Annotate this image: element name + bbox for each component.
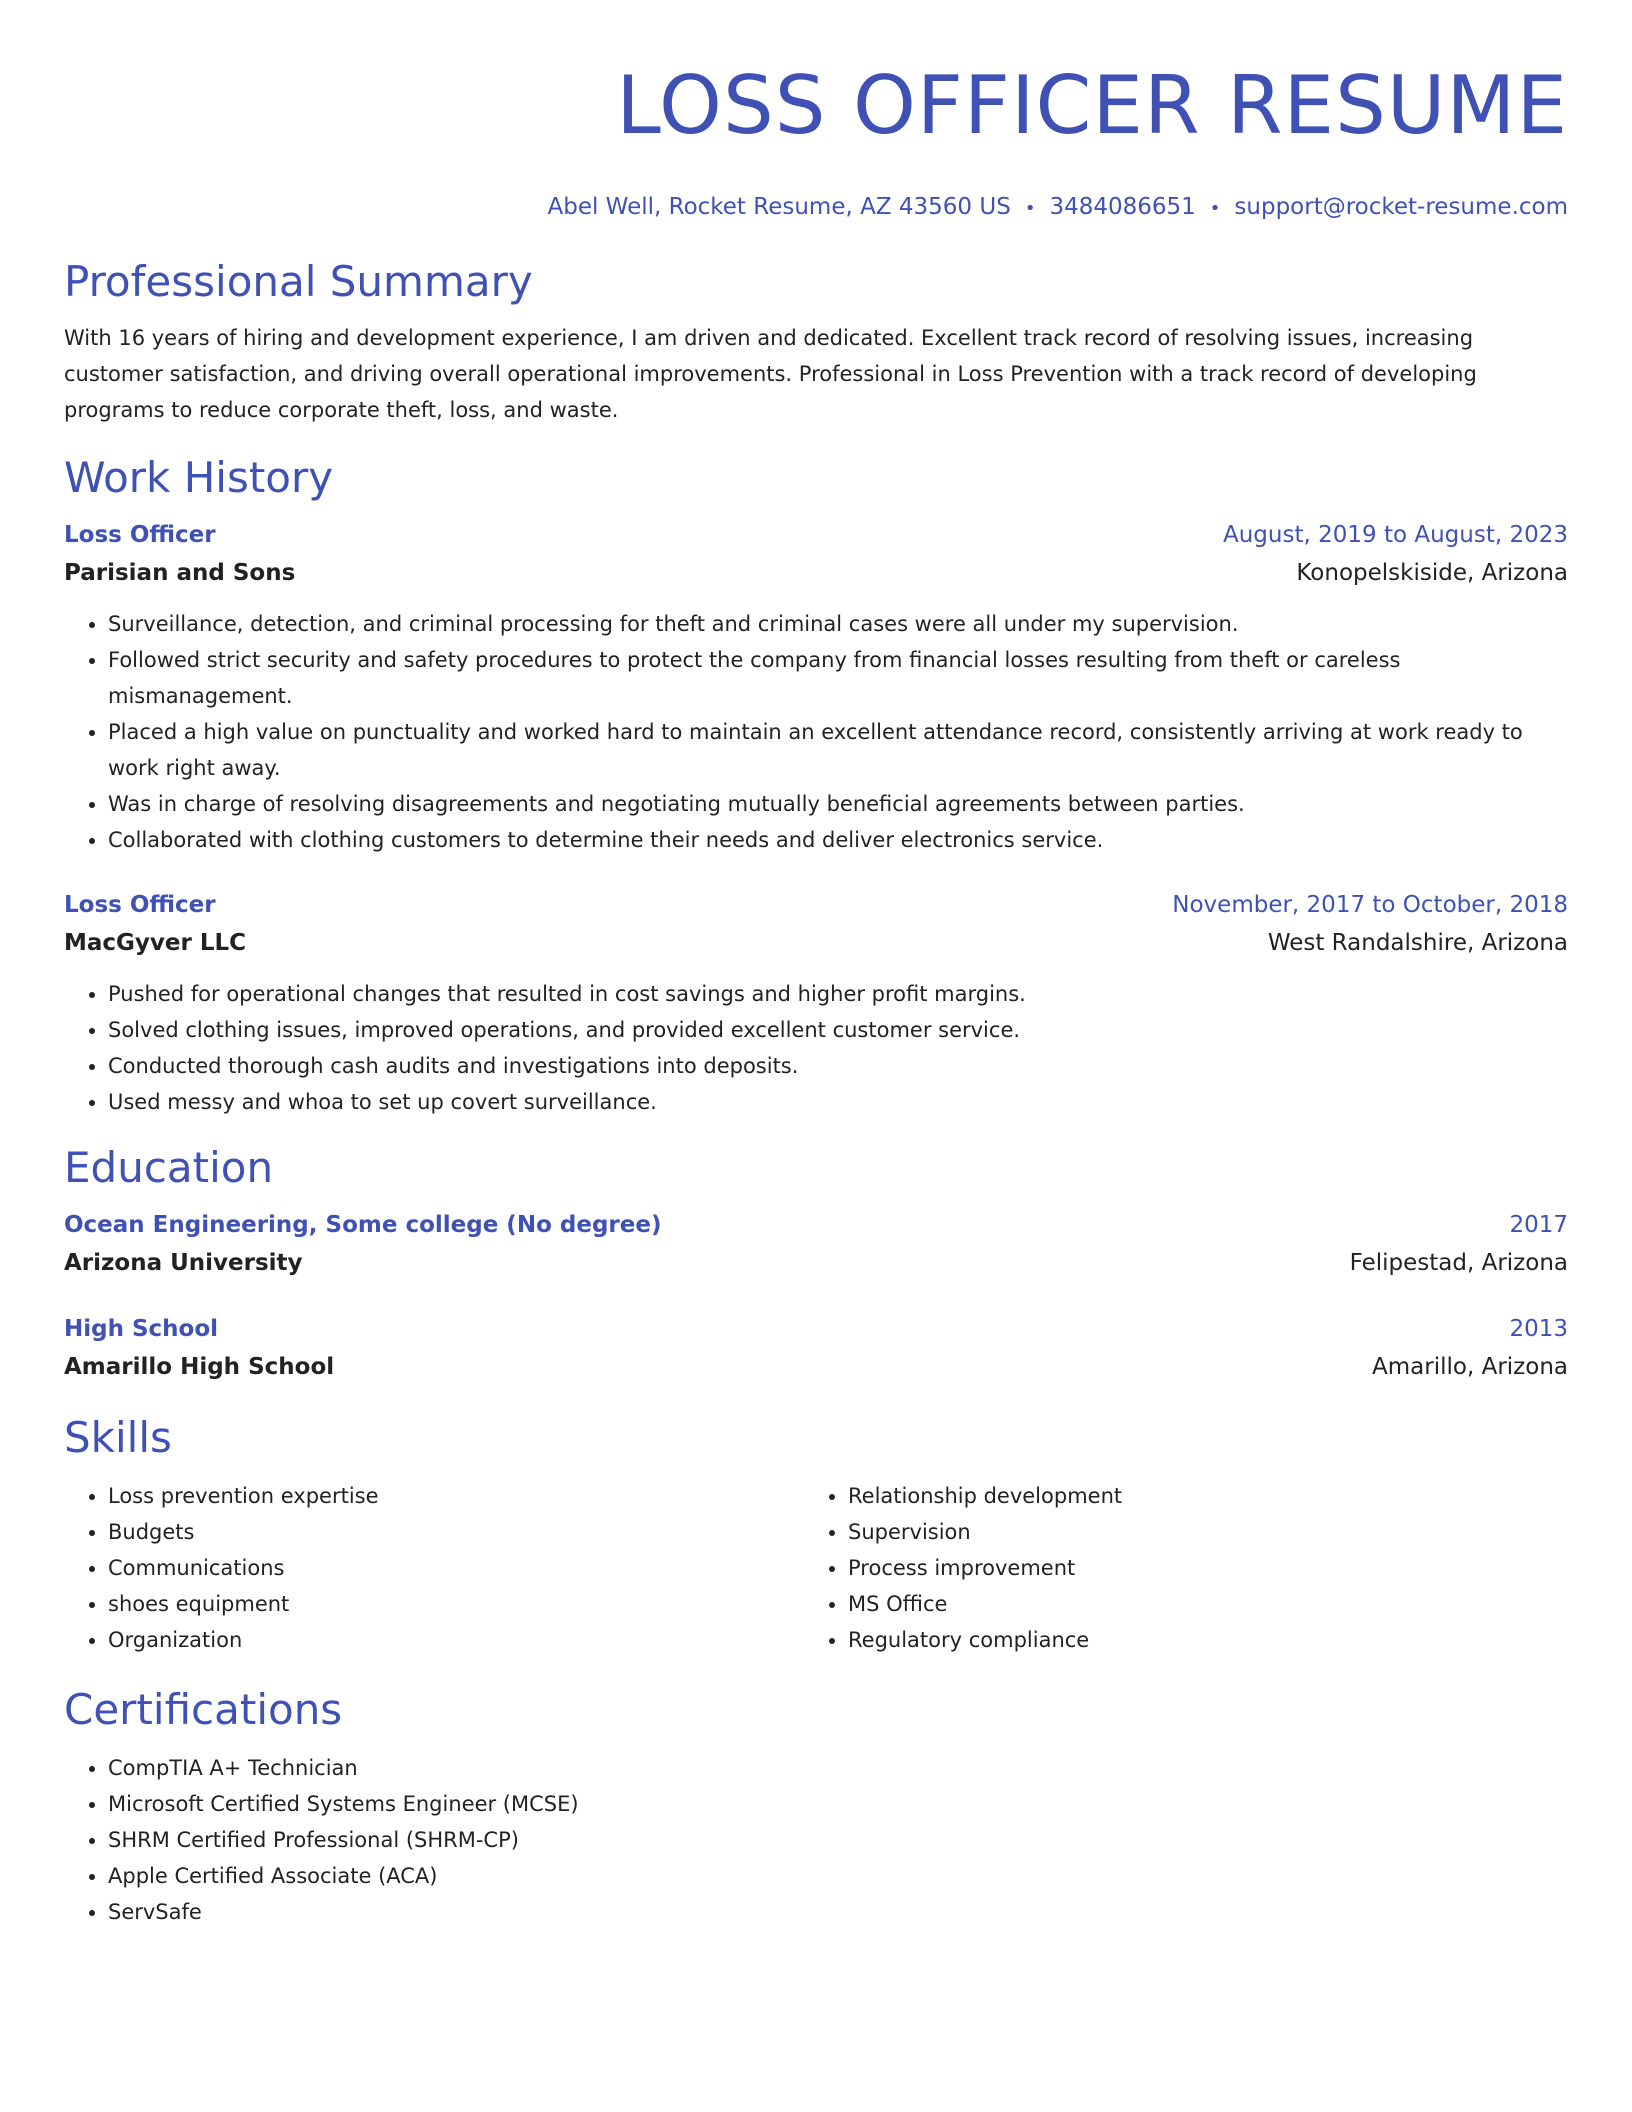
education-school: Arizona University bbox=[64, 1250, 303, 1276]
list-item: • Was in charge of resolving disagreements and negotiating mutually beneficial agreements between parties. bbox=[108, 786, 1568, 822]
skills-heading: Skills bbox=[64, 1413, 172, 1462]
certifications-section bbox=[64, 1682, 1568, 1930]
education-header-row bbox=[64, 1310, 1568, 1348]
job-dates: August, 2019 to August, 2023 bbox=[1223, 522, 1568, 548]
job-entry bbox=[64, 516, 1568, 858]
contact-address: Abel Well, Rocket Resume, AZ 43560 US bbox=[547, 194, 1011, 220]
work-history-heading: Work History bbox=[64, 453, 334, 502]
job-entry bbox=[64, 886, 1568, 1120]
list-item: • Process improvement bbox=[848, 1550, 1544, 1586]
education-degree: Ocean Engineering, Some college (No degree) bbox=[64, 1212, 662, 1238]
job-header-row bbox=[64, 886, 1568, 924]
list-item: • ServSafe bbox=[108, 1894, 1568, 1930]
job-company: MacGyver LLC bbox=[64, 930, 247, 956]
job-title: Loss Officer bbox=[64, 892, 216, 918]
education-school: Amarillo High School bbox=[64, 1354, 335, 1380]
list-item: • Conducted thorough cash audits and investigations into deposits. bbox=[108, 1048, 1568, 1084]
list-item: • Placed a high value on punctuality and worked hard to maintain an excellent attendance record, consistently arriving at work ready to work right away. bbox=[108, 714, 1568, 786]
skills-column-left bbox=[64, 1478, 804, 1658]
education-heading: Education bbox=[64, 1143, 274, 1192]
list-item: • Budgets bbox=[108, 1514, 804, 1550]
contact-line bbox=[64, 190, 1568, 226]
list-item: • Pushed for operational changes that resulted in cost savings and higher profit margins. bbox=[108, 976, 1568, 1012]
list-item: • Relationship development bbox=[848, 1478, 1544, 1514]
education-degree: High School bbox=[64, 1316, 219, 1342]
job-location: West Randalshire, Arizona bbox=[1267, 930, 1568, 956]
list-item: • shoes equipment bbox=[108, 1586, 804, 1622]
contact-separator: • bbox=[1209, 198, 1221, 219]
education-entry bbox=[64, 1206, 1568, 1282]
list-item: • Apple Certified Associate (ACA) bbox=[108, 1858, 1568, 1894]
skills-list-left bbox=[64, 1478, 804, 1658]
summary-section bbox=[64, 254, 1568, 428]
list-item: • Communications bbox=[108, 1550, 804, 1586]
education-school-row bbox=[64, 1244, 1568, 1282]
list-item: • Organization bbox=[108, 1622, 804, 1658]
education-location: Amarillo, Arizona bbox=[1372, 1354, 1568, 1380]
skills-list-right bbox=[804, 1478, 1544, 1658]
list-item: • MS Office bbox=[848, 1586, 1544, 1622]
certifications-list bbox=[64, 1750, 1568, 1930]
education-header-row bbox=[64, 1206, 1568, 1244]
job-title: Loss Officer bbox=[64, 522, 216, 548]
list-item: • SHRM Certified Professional (SHRM-CP) bbox=[108, 1822, 1568, 1858]
education-year: 2013 bbox=[1509, 1316, 1568, 1342]
list-item: • Used messy and whoa to set up covert surveillance. bbox=[108, 1084, 1568, 1120]
list-item: • Surveillance, detection, and criminal processing for theft and criminal cases were all under my supervision. bbox=[108, 606, 1568, 642]
contact-email: support@rocket-resume.com bbox=[1234, 194, 1568, 220]
skills-column-right bbox=[804, 1478, 1544, 1658]
list-item: • Microsoft Certified Systems Engineer (MCSE) bbox=[108, 1786, 1568, 1822]
resume-title: LOSS OFFICER RESUME bbox=[616, 59, 1568, 152]
job-bullets bbox=[64, 976, 1568, 1120]
list-item: • Supervision bbox=[848, 1514, 1544, 1550]
resume-header bbox=[64, 52, 1568, 226]
education-location: Felipestad, Arizona bbox=[1349, 1250, 1568, 1276]
education-school-row bbox=[64, 1348, 1568, 1386]
list-item: • Regulatory compliance bbox=[848, 1622, 1544, 1658]
list-item: • Loss prevention expertise bbox=[108, 1478, 804, 1514]
work-history-section bbox=[64, 450, 1568, 1120]
education-section bbox=[64, 1140, 1568, 1386]
summary-heading: Professional Summary bbox=[64, 257, 533, 306]
summary-text: With 16 years of hiring and development experience, I am driven and dedicated. Excellent track record of resolving issues, increasing customer satisfaction, and driving overall operational improvements. Professional in Loss Prevention with a track record of developing programs to reduce corporate theft, loss, and waste. bbox=[64, 326, 1477, 422]
contact-phone: 3484086651 bbox=[1049, 194, 1196, 220]
skills-grid bbox=[64, 1478, 1568, 1658]
job-header-row bbox=[64, 516, 1568, 554]
list-item: • Solved clothing issues, improved operations, and provided excellent customer service. bbox=[108, 1012, 1568, 1048]
list-item: • Collaborated with clothing customers to determine their needs and deliver electronics service. bbox=[108, 822, 1568, 858]
certifications-heading: Certifications bbox=[64, 1685, 343, 1734]
job-company-row bbox=[64, 924, 1568, 962]
job-location: Konopelskiside, Arizona bbox=[1296, 560, 1568, 586]
job-bullets bbox=[64, 606, 1568, 858]
skills-section bbox=[64, 1410, 1568, 1658]
contact-separator: • bbox=[1024, 198, 1036, 219]
job-dates: November, 2017 to October, 2018 bbox=[1172, 892, 1568, 918]
list-item: • CompTIA A+ Technician bbox=[108, 1750, 1568, 1786]
job-company: Parisian and Sons bbox=[64, 560, 296, 586]
education-year: 2017 bbox=[1509, 1212, 1568, 1238]
job-company-row bbox=[64, 554, 1568, 592]
education-entry bbox=[64, 1310, 1568, 1386]
list-item: • Followed strict security and safety procedures to protect the company from financial losses resulting from theft or careless mismanagement. bbox=[108, 642, 1568, 714]
